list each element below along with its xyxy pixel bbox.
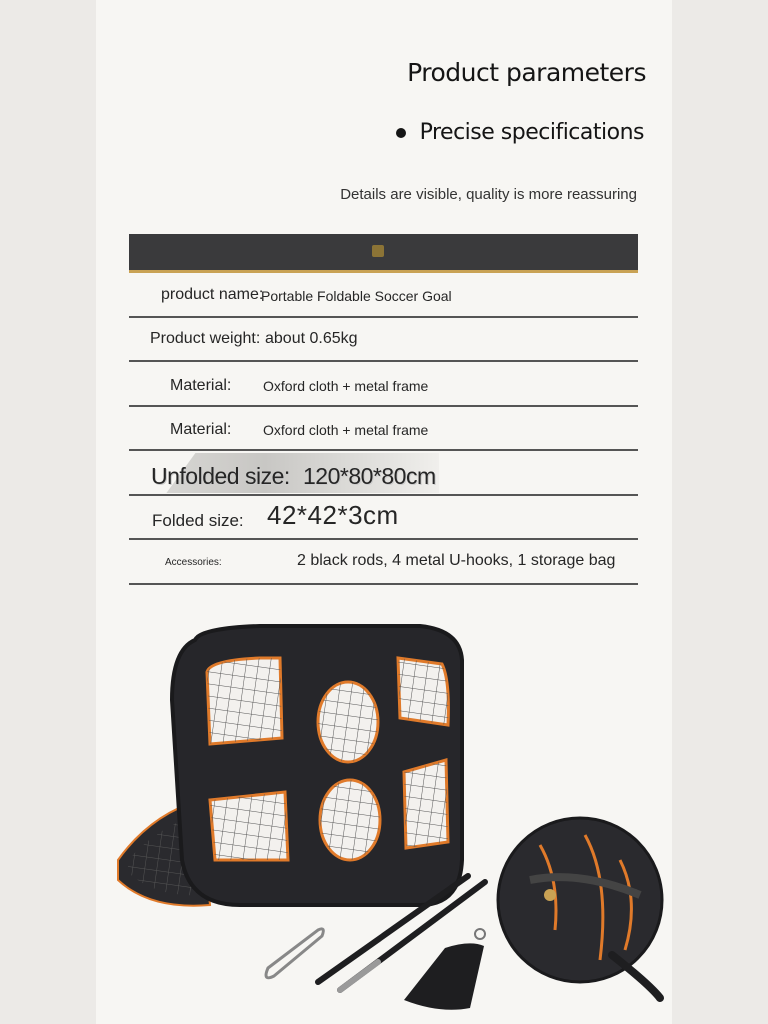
spec-value: about 0.65kg <box>265 330 358 347</box>
spec-label: product name: <box>161 286 264 303</box>
tagline: Details are visible, quality is more reassuring <box>340 186 637 203</box>
page-title: Product parameters <box>407 58 646 87</box>
spec-value: Oxford cloth + metal frame <box>263 422 429 438</box>
spec-label: Material: <box>170 377 232 394</box>
spec-value: 120*80*80cm <box>303 463 436 489</box>
spec-value: 2 black rods, 4 metal U-hooks, 1 storage bag <box>297 552 616 569</box>
spec-value: 42*42*3cm <box>267 500 399 530</box>
spec-label: Unfolded size: <box>151 463 290 489</box>
subtitle-text: Precise specifications <box>419 120 644 145</box>
metal-u-hook <box>266 929 323 978</box>
spec-label: Accessories: <box>165 557 222 568</box>
spec-label: Material: <box>170 421 232 438</box>
small-pouch <box>404 929 485 1010</box>
spec-label: Folded size: <box>152 511 244 530</box>
spec-label: Product weight: <box>150 330 261 347</box>
storage-bag <box>498 818 662 998</box>
goal-frame <box>172 626 462 905</box>
spec-value: Portable Foldable Soccer Goal <box>261 288 452 304</box>
spec-value: Oxford cloth + metal frame <box>263 378 429 394</box>
